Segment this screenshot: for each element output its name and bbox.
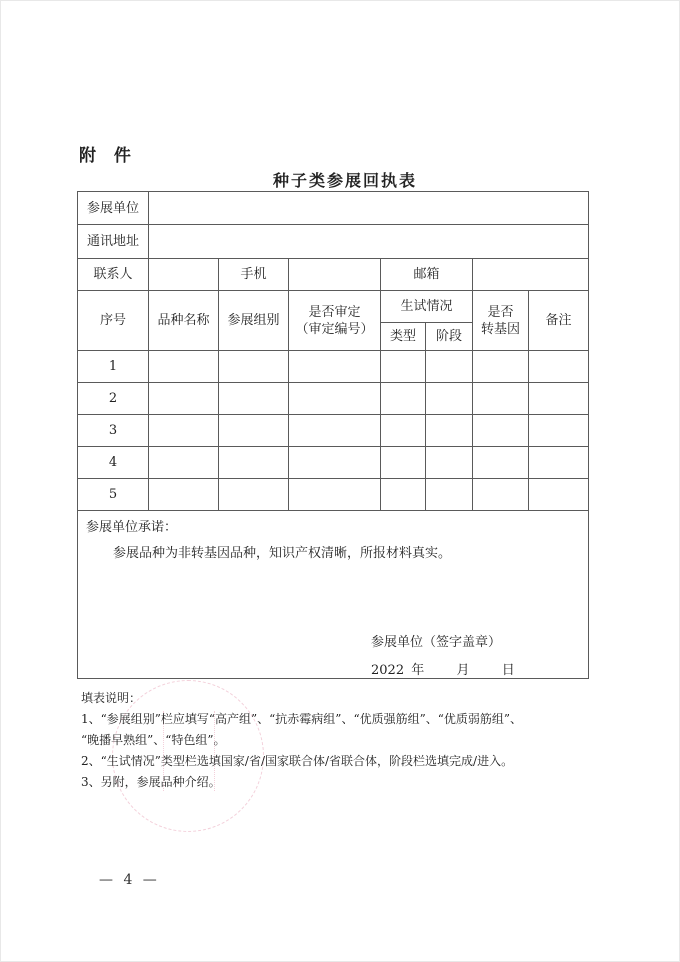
gmo-cell[interactable] (473, 383, 529, 415)
email-field[interactable] (473, 259, 589, 291)
remarks-cell[interactable] (529, 447, 589, 479)
trial-stage-cell[interactable] (426, 415, 473, 447)
table-row (78, 415, 589, 447)
trial-stage-cell[interactable] (426, 351, 473, 383)
signature-label: 参展单位（签字盖章） (371, 635, 502, 650)
address-row (78, 225, 589, 259)
approved-cell[interactable] (289, 447, 381, 479)
address-label: 通讯地址 (78, 225, 149, 259)
exhibit-group-cell[interactable] (219, 479, 289, 511)
gmo-cell[interactable] (473, 351, 529, 383)
approved-cell[interactable] (289, 351, 381, 383)
note-item-1: 1、“参展组别”栏应填写“高产组”、“抗赤霉病组”、“优质强筋组”、“优质弱筋组”、 (81, 712, 522, 726)
date-month: 月 (456, 663, 470, 678)
row-seq: 5 (78, 479, 149, 511)
email-label: 邮箱 (381, 259, 473, 291)
attachment-label: 附 件 (79, 146, 137, 166)
row-seq: 1 (78, 351, 149, 383)
gmo-cell[interactable] (473, 479, 529, 511)
remarks-cell[interactable] (529, 415, 589, 447)
contact-field[interactable] (149, 259, 219, 291)
date-year: 2022 年 (371, 663, 425, 678)
commitment-title: 参展单位承诺： (86, 520, 178, 535)
table-row (78, 479, 589, 511)
trial-type-cell[interactable] (381, 479, 426, 511)
remarks-cell[interactable] (529, 479, 589, 511)
date-day: 日 (501, 663, 515, 678)
trial-stage-cell[interactable] (426, 447, 473, 479)
col-header-trial-stage: 阶段 (426, 323, 473, 351)
form-title: 种子类参展回执表 (272, 171, 417, 190)
exhibit-group-cell[interactable] (219, 351, 289, 383)
col-header-gmo (473, 291, 529, 351)
note-item-1-continued: “晚播早熟组”、“特色组”。 (81, 733, 226, 747)
col-header-trial-status: 生试情况 (381, 291, 473, 323)
variety-name-cell[interactable] (149, 351, 219, 383)
remarks-cell[interactable] (529, 351, 589, 383)
date-line (371, 662, 515, 679)
col-header-approved-line1: 是否审定 (308, 304, 361, 320)
commitment-row (78, 511, 589, 679)
unit-field[interactable] (149, 192, 589, 225)
notes-title: 填表说明： (81, 691, 142, 705)
remarks-cell[interactable] (529, 383, 589, 415)
phone-field[interactable] (289, 259, 381, 291)
trial-type-cell[interactable] (381, 351, 426, 383)
exhibit-group-cell[interactable] (219, 447, 289, 479)
row-seq: 4 (78, 447, 149, 479)
unit-label: 参展单位 (78, 192, 149, 225)
table-row (78, 351, 589, 383)
page-number: — 4 — (99, 872, 160, 888)
contact-row (78, 259, 589, 291)
variety-name-cell[interactable] (149, 383, 219, 415)
col-header-approved-line2: （审定编号） (295, 321, 374, 337)
variety-name-cell[interactable] (149, 479, 219, 511)
header-row-1 (78, 291, 589, 323)
col-header-seq: 序号 (78, 291, 149, 351)
gmo-cell[interactable] (473, 447, 529, 479)
col-header-approved (289, 291, 381, 351)
col-header-gmo-line2: 转基因 (480, 321, 520, 337)
row-seq: 3 (78, 415, 149, 447)
gmo-cell[interactable] (473, 415, 529, 447)
unit-row (78, 192, 589, 225)
trial-stage-cell[interactable] (426, 479, 473, 511)
col-header-remarks: 备注 (529, 291, 589, 351)
phone-label: 手机 (219, 259, 289, 291)
exhibit-group-cell[interactable] (219, 383, 289, 415)
row-seq: 2 (78, 383, 149, 415)
col-header-variety-name: 品种名称 (149, 291, 219, 351)
note-item-3: 3、另附，参展品种介绍。 (81, 775, 221, 789)
commitment-text: 参展品种为非转基因品种，知识产权清晰，所报材料真实。 (113, 546, 452, 561)
approved-cell[interactable] (289, 383, 381, 415)
col-header-trial-type: 类型 (381, 323, 426, 351)
commitment-section (78, 511, 589, 679)
receipt-form-table (77, 191, 589, 679)
exhibit-group-cell[interactable] (219, 415, 289, 447)
contact-label: 联系人 (78, 259, 149, 291)
table-row (78, 447, 589, 479)
variety-name-cell[interactable] (149, 447, 219, 479)
address-field[interactable] (149, 225, 589, 259)
note-item-2: 2、“生试情况”类型栏选填国家/省/国家联合体/省联合体，阶段栏选填完成/进入。 (81, 754, 514, 768)
col-header-gmo-line1: 是否 (487, 304, 514, 320)
table-row (78, 383, 589, 415)
trial-type-cell[interactable] (381, 447, 426, 479)
approved-cell[interactable] (289, 479, 381, 511)
trial-stage-cell[interactable] (426, 383, 473, 415)
variety-name-cell[interactable] (149, 415, 219, 447)
col-header-exhibit-group: 参展组别 (219, 291, 289, 351)
trial-type-cell[interactable] (381, 415, 426, 447)
fill-instructions (81, 688, 522, 793)
trial-type-cell[interactable] (381, 383, 426, 415)
approved-cell[interactable] (289, 415, 381, 447)
